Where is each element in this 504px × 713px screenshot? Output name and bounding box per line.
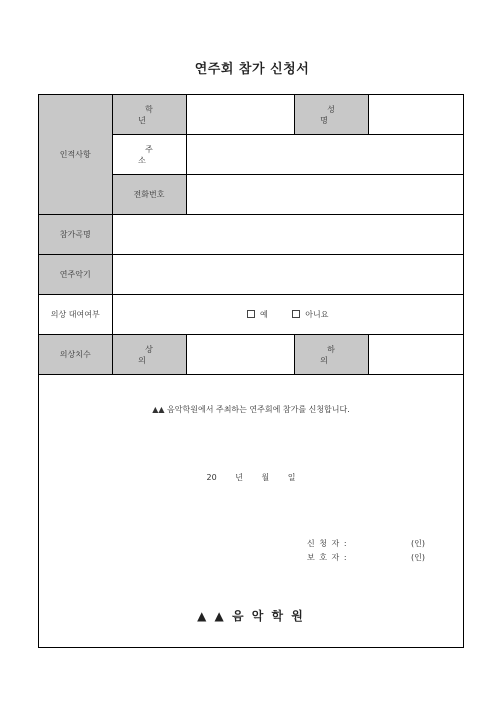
- guardian-signature: [307, 552, 425, 563]
- phone-label: 전화번호: [112, 175, 186, 215]
- date-line: [39, 472, 463, 483]
- date-year-unit: 년: [235, 473, 243, 482]
- top-size-field[interactable]: [186, 335, 294, 375]
- no-checkbox-icon[interactable]: [292, 310, 300, 318]
- yes-label: 예: [260, 310, 268, 319]
- applicant-signature: [307, 538, 425, 549]
- costume-rental-options: [112, 295, 463, 335]
- applicant-seal: (인): [411, 539, 425, 548]
- address-field[interactable]: [186, 135, 463, 175]
- bottom-size-field[interactable]: [368, 335, 463, 375]
- size-label: 의상치수: [39, 335, 112, 375]
- guardian-label: 보 호 자 :: [307, 553, 348, 562]
- bottom-size-label: 하 의: [294, 335, 368, 375]
- grade-field[interactable]: [186, 95, 294, 135]
- guardian-seal: (인): [411, 553, 425, 562]
- date-month-unit: 월: [261, 473, 270, 482]
- grade-label: 학 년: [112, 95, 186, 135]
- date-year: 20: [206, 473, 217, 482]
- form-table: [39, 95, 463, 375]
- address-label: 주 소: [112, 135, 186, 175]
- yes-checkbox-icon[interactable]: [247, 310, 255, 318]
- piece-field[interactable]: [112, 215, 463, 255]
- top-size-label: 상 의: [112, 335, 186, 375]
- costume-yes-option[interactable]: [247, 309, 268, 320]
- instrument-field[interactable]: [112, 255, 463, 295]
- name-field[interactable]: [368, 95, 463, 135]
- phone-field[interactable]: [186, 175, 463, 215]
- date-day-unit: 일: [287, 473, 296, 482]
- application-notice: ▲▲ 음악학원에서 주최하는 연주회에 참가를 신청합니다.: [152, 405, 350, 414]
- applicant-label: 신 청 자 :: [307, 539, 348, 548]
- application-form: [38, 94, 464, 648]
- academy-name: ▲ ▲ 음 악 학 원: [197, 609, 305, 623]
- costume-no-option[interactable]: [292, 309, 328, 320]
- piece-label: 참가곡명: [39, 215, 112, 255]
- name-label: 성 명: [294, 95, 368, 135]
- form-title: 연주회 참가 신청서: [194, 62, 310, 77]
- costume-rental-label: 의상 대여여부: [39, 295, 112, 335]
- no-label: 아니요: [305, 310, 329, 319]
- instrument-label: 연주악기: [39, 255, 112, 295]
- personal-section-label: 인적사항: [39, 95, 112, 215]
